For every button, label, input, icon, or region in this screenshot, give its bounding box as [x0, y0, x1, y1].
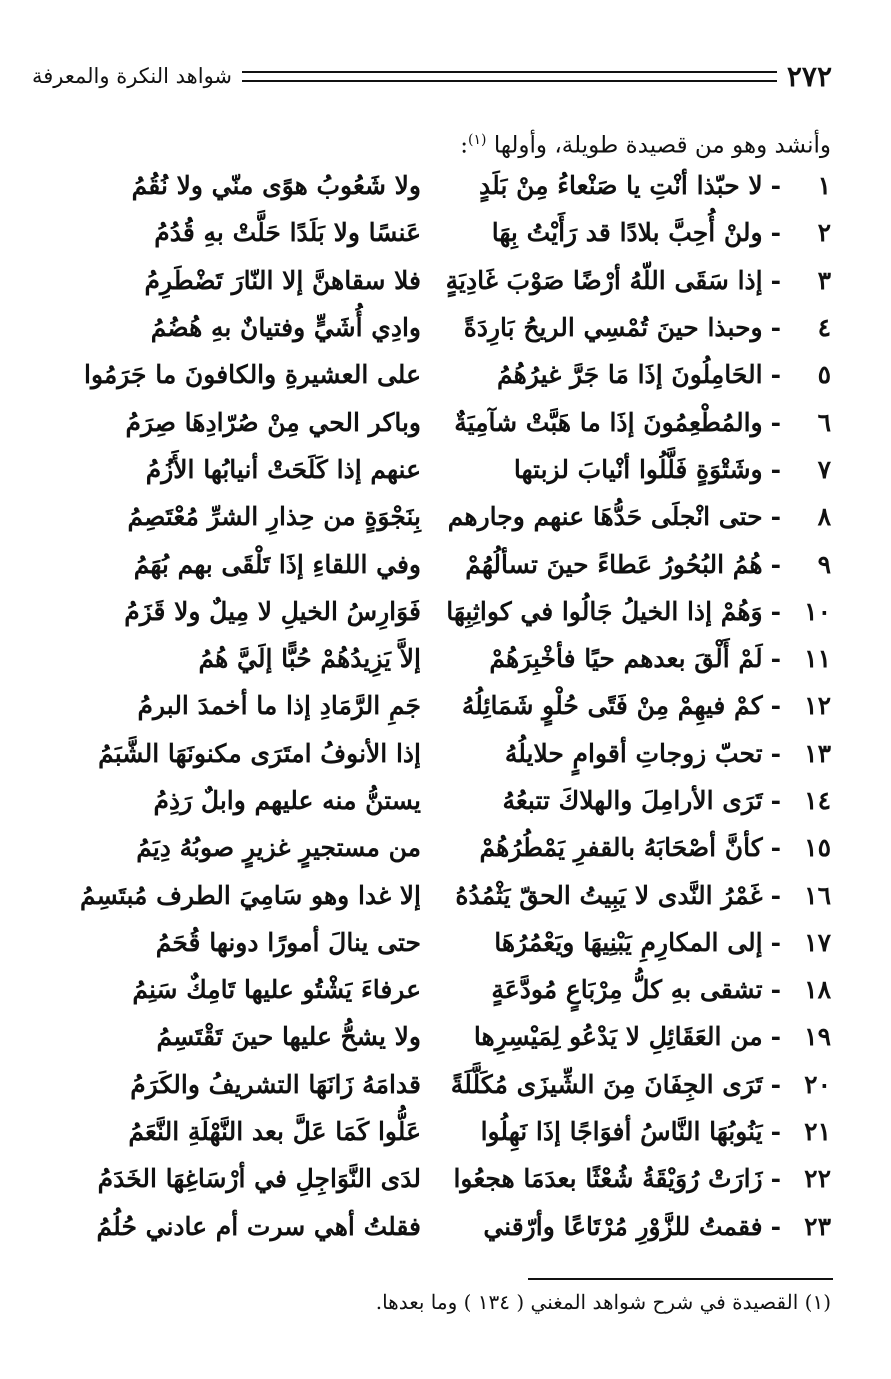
verse-number: ٩ — [817, 549, 831, 579]
verse-number: ٨ — [817, 502, 831, 532]
verse-number: ٤ — [817, 313, 831, 343]
verse-second-hemistich: عَلُّوا كَمَا عَلَّ بعد النَّهْلَةِ النَّعَمُ — [128, 1117, 421, 1147]
running-title: شواهد النكرة والمعرفة — [32, 64, 233, 88]
verse-first-hemistich — [461, 550, 831, 579]
verse-first-hemistich — [450, 1069, 831, 1099]
verse-number: ١٩ — [804, 1022, 831, 1052]
page-header — [32, 56, 832, 96]
verse-row — [61, 162, 831, 209]
verse-number: ٢٢ — [804, 1164, 831, 1194]
verse-row — [61, 1061, 831, 1108]
verse-first-hemistich — [461, 360, 831, 389]
verse-number: ٦ — [817, 407, 831, 437]
verse-first-text: تَرَى الجِفَانَ مِنَ الشِّيزَى مُكَلَّلَةً — [450, 1069, 763, 1099]
verse-dash: - — [770, 549, 781, 579]
verse-second-hemistich: وادِي أُشَيٍّ وفتيانٌ بهِ هُضُمُ — [150, 313, 421, 343]
verse-dash: - — [770, 833, 781, 863]
verse-second-hemistich: حتى ينالَ أمورًا دونها قُحَمُ — [155, 927, 421, 957]
verse-number: ١٥ — [804, 833, 831, 863]
verse-number: ٥ — [817, 360, 831, 390]
verse-first-text: تحبّ زوجاتِ أقوامٍ حلايلُهُ — [504, 738, 763, 768]
verse-row — [61, 446, 831, 493]
verse-row — [61, 1013, 831, 1060]
verse-dash: - — [770, 218, 781, 248]
verse-second-hemistich: بِنَجْوَةٍ من حِذارِ الشرِّ مُعْتَصِمُ — [127, 502, 421, 532]
verse-row — [61, 351, 831, 398]
verse-dash: - — [770, 454, 781, 484]
verse-row — [61, 493, 831, 540]
verse-first-text: كمْ فيهِمْ مِنْ فَتًى حُلْوٍ شَمَائِلُهُ — [461, 691, 763, 721]
verse-first-hemistich — [461, 1117, 831, 1146]
verse-second-hemistich: وفي اللقاءِ إذَا تَلْقَى بهم بُهَمُ — [133, 549, 421, 579]
verse-number: ٣ — [817, 265, 831, 295]
verse-second-hemistich: لدَى النَّوَاجِلِ في أرْسَاغِهَا الخَدَمُ — [97, 1164, 421, 1194]
verse-number: ١٠ — [804, 596, 831, 626]
verse-dash: - — [770, 502, 781, 532]
verse-second-hemistich: جَمِ الرَّمَادِ إذا ما أخمدَ البرمُ — [137, 691, 421, 721]
verse-number: ١٢ — [804, 691, 831, 721]
verse-first-hemistich — [447, 502, 831, 532]
verse-second-hemistich: فلا سقاهنَّ إلا النّارَ تَضْطَرِمُ — [144, 265, 421, 295]
verse-row — [61, 824, 831, 871]
verse-first-text: زَارَتْ رُوَيْقَةُ شُعْثًا بعدَمَا هجعُوا — [453, 1164, 763, 1194]
verse-first-hemistich — [446, 596, 831, 626]
verse-row — [61, 257, 831, 304]
verse-number: ١١ — [804, 644, 831, 674]
verse-dash: - — [770, 1164, 781, 1194]
verse-first-text: حتى انْجلَى حَدُّهَا عنهم وجارهم — [447, 502, 763, 532]
verse-first-hemistich — [461, 691, 831, 720]
verse-dash: - — [770, 786, 781, 815]
verse-dash: - — [770, 171, 781, 201]
verse-number: ٢١ — [804, 1117, 831, 1147]
verse-second-hemistich: ولا شَعُوبُ هوًى منّي ولا نُقُمُ — [131, 171, 421, 201]
verse-first-text: غَمْرُ النَّدى لا يَبِيتُ الحقّ يَثْمُدُهُ — [455, 880, 763, 910]
verse-first-hemistich — [461, 975, 831, 1004]
verse-number: ١٤ — [804, 786, 831, 815]
verse-dash: - — [770, 407, 781, 437]
verse-second-hemistich: عرفاءَ يَشْتُو عليها تَامِكٌ سَنِمُ — [132, 975, 421, 1005]
verse-first-text: فقمتُ للزَّوْرِ مُرْتَاعًا وأرّقني — [483, 1211, 763, 1241]
verse-second-hemistich: فَوَارِسُ الخيلِ لا مِيلٌ ولا قَزَمُ — [124, 596, 421, 626]
verse-dash: - — [770, 1022, 781, 1052]
header-rule — [242, 71, 777, 82]
verse-second-hemistich: فقلتُ أهي سرت أم عادني حُلُمُ — [96, 1211, 421, 1241]
verse-first-hemistich — [453, 1164, 831, 1194]
verse-first-hemistich — [455, 880, 831, 910]
verse-row — [61, 1155, 831, 1202]
verse-first-text: والمُطْعِمُونَ إذَا ما هَبَّتْ شآمِيَةٌ — [454, 407, 763, 437]
verse-second-hemistich: إذا الأنوفُ امتَرَى مكنونَهَا الشَّبَمُ — [98, 738, 421, 768]
verse-dash: - — [770, 596, 781, 626]
verse-first-text: يَنُوبُهَا النَّاسُ أفوَاجًا إذَا نَهِلُوا — [480, 1117, 763, 1147]
verse-row — [61, 1203, 831, 1250]
verse-row — [61, 635, 831, 682]
verse-number: ٢٠ — [804, 1069, 831, 1099]
verse-first-text: لا حبّذا أنْتِ يا صَنْعاءُ مِنْ بَلَدٍ — [479, 171, 763, 201]
verse-row — [61, 919, 831, 966]
verse-number: ١٦ — [804, 880, 831, 910]
verse-number: ١٧ — [804, 927, 831, 957]
page-number: ٢٧٢ — [786, 59, 832, 93]
verse-row — [61, 777, 831, 824]
verse-second-hemistich: وباكر الحي مِنْ صُرّادِهَا صِرَمُ — [125, 407, 421, 437]
verse-second-hemistich: يستنُّ منه عليهم وابلٌ رَذِمُ — [153, 786, 421, 815]
verse-first-hemistich — [461, 1022, 831, 1051]
verse-first-text: هُمُ البُحُورُ عَطاءً حينَ تسألُهُمْ — [465, 549, 763, 579]
verse-first-hemistich — [461, 644, 831, 673]
verse-first-hemistich — [461, 171, 831, 200]
verse-number: ٢ — [817, 218, 831, 248]
verse-row — [61, 682, 831, 729]
verse-row — [61, 540, 831, 587]
verse-second-hemistich: عنهم إذا كَلَحَتْ أنيابُها الأَزُمُ — [145, 454, 421, 484]
verse-dash: - — [770, 313, 781, 343]
verse-first-text: وَهُمْ إذا الخيلُ جَالُوا في كواثِبِهَا — [446, 596, 763, 626]
verse-first-text: كأنَّ أصْحَابَهُ بالقفرِ يَمْطُرُهُمْ — [479, 833, 763, 863]
verse-first-text: ولنْ أُحِبَّ بلادًا قد رَأَيْتُ بِهَا — [491, 218, 763, 248]
intro-text: وأنشد وهو من قصيدة طويلة، وأولها — [493, 132, 831, 159]
verse-dash: - — [770, 265, 781, 295]
verse-number: ١٨ — [804, 975, 831, 1005]
verse-row — [61, 730, 831, 777]
verse-first-text: لَمْ أَلْقَ بعدهم حيًا فأخْبِرَهُمْ — [489, 644, 763, 674]
verse-first-text: إذا سَقَى اللّهُ أرْضًا صَوْبَ غَادِيَةٍ — [445, 265, 763, 295]
verse-row — [61, 966, 831, 1013]
verse-first-text: إلى المكارِمِ يَبْنِيهَا ويَعْمُرُهَا — [494, 927, 763, 957]
verse-first-text: الحَامِلُونَ إذَا مَا جَرَّ غيرُهُمُ — [497, 360, 763, 390]
verse-row — [61, 398, 831, 445]
verse-first-hemistich — [454, 407, 831, 437]
verse-first-text: وحبذا حينَ تُمْسِي الريحُ بَارِدَةً — [463, 313, 763, 343]
verse-number: ١٣ — [804, 738, 831, 768]
verse-first-text: من العَقَائِلِ لا يَدْعُو لِمَيْسِرِها — [473, 1022, 763, 1052]
verse-second-hemistich: من مستجيرٍ غزيرٍ صوبُهُ دِيَمُ — [136, 833, 421, 863]
verse-first-hemistich — [461, 786, 831, 815]
verse-first-hemistich — [461, 739, 831, 768]
verse-dash: - — [770, 880, 781, 910]
verse-second-hemistich: ولا يشحُّ عليها حينَ تَقْتَسِمُ — [156, 1022, 421, 1052]
verse-first-hemistich — [461, 833, 831, 862]
verse-dash: - — [770, 975, 781, 1005]
verse-second-hemistich: على العشيرةِ والكافونَ ما جَرَمُوا — [84, 360, 421, 390]
verse-first-hemistich — [461, 928, 831, 957]
verse-first-hemistich — [461, 1212, 831, 1241]
verse-second-hemistich: إلاَّ يَزِيدُهُمْ حُبًّا إلَيَّ هُمُ — [198, 644, 421, 674]
verse-row — [61, 209, 831, 256]
verse-second-hemistich: إلا غدا وهو سَامِيَ الطرف مُبتَسِمُ — [79, 880, 421, 910]
verse-dash: - — [770, 644, 781, 674]
footnote: (١) القصيدة في شرح شواهد المغني ( ١٣٤ ) وما بعدها. — [375, 1290, 831, 1314]
intro-end: : — [460, 132, 469, 159]
verse-first-text: تَرَى الأرامِلَ والهلاكَ تتبعُهُ — [502, 786, 763, 815]
verse-dash: - — [770, 738, 781, 768]
verse-first-text: تشقى بهِ كلُّ مِرْبَاعٍ مُودَّعَةٍ — [491, 975, 763, 1005]
verse-second-hemistich: عَنسًا ولا بَلَدًا حَلَّتْ بهِ قُدُمُ — [154, 218, 421, 248]
verse-row — [61, 871, 831, 918]
verse-second-hemistich: قدامَهُ زَانَهَا التشريفُ والكَرَمُ — [130, 1069, 421, 1099]
verse-dash: - — [770, 1211, 781, 1241]
verse-dash: - — [770, 360, 781, 390]
verse-dash: - — [770, 1117, 781, 1147]
poem — [61, 162, 831, 1250]
verse-dash: - — [770, 927, 781, 957]
verse-first-hemistich — [461, 218, 831, 247]
verse-row — [61, 304, 831, 351]
verse-first-hemistich — [445, 265, 831, 295]
verse-dash: - — [770, 1069, 781, 1099]
verse-row — [61, 1108, 831, 1155]
footnote-ref: (١) — [468, 132, 487, 148]
verse-first-hemistich — [461, 455, 831, 484]
verse-first-hemistich — [461, 313, 831, 342]
verse-number: ٢٣ — [804, 1211, 831, 1241]
verse-number: ١ — [817, 171, 831, 201]
verse-dash: - — [770, 691, 781, 721]
footnote-rule — [528, 1278, 833, 1280]
verse-first-text: وشَتْوَةٍ فَلَّلُوا أنْيابَ لزبتها — [513, 454, 763, 484]
intro-line — [71, 120, 831, 166]
verse-number: ٧ — [817, 454, 831, 484]
verse-row — [61, 588, 831, 635]
